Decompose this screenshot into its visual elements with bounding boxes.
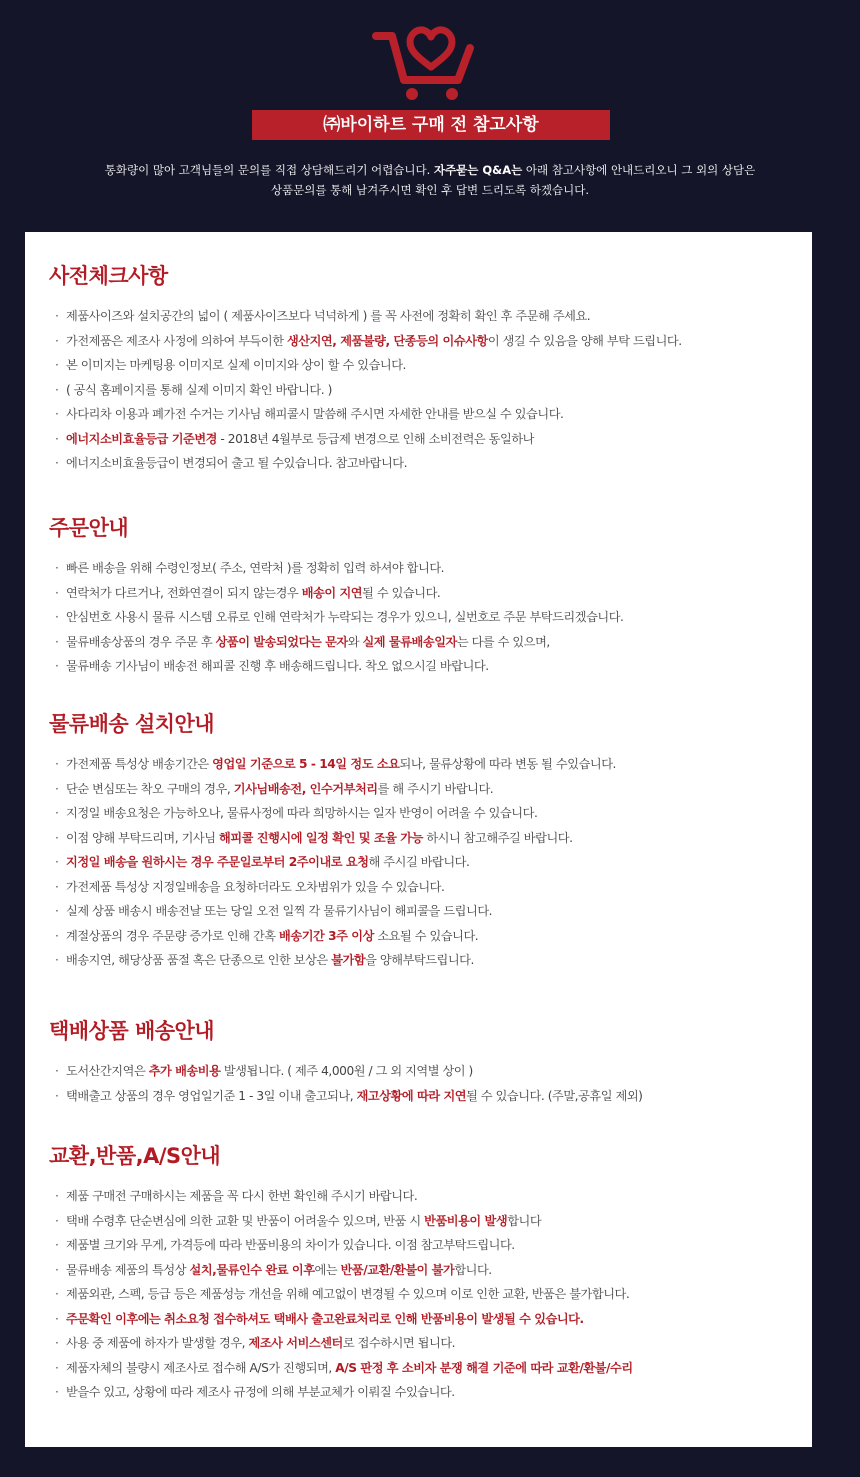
item-text: 제품 구매전 구매하시는 제품을 꼭 다시 한번 확인해 주시기 바랍니다. — [66, 1189, 418, 1203]
item-text: 실제 상품 배송시 배송전날 또는 당일 오전 일찍 각 물류기사님이 해피콜을 드립니다. — [66, 904, 493, 918]
item-text: 택배 수령후 단순변심에 의한 교환 및 반품이 어려울수 있으며, 반품 시 — [66, 1213, 425, 1228]
section-title: 교환,반품,A/S안내 — [49, 1144, 221, 1168]
item-text: 되나, 물류상황에 따라 변동 될 수있습니다. — [399, 757, 616, 771]
list-item — [55, 402, 805, 427]
item-list — [55, 1184, 805, 1405]
item-text: 합니다 — [507, 1213, 542, 1228]
highlight-text: 해피콜 진행시에 일정 확인 및 조율 가능 — [219, 830, 423, 845]
item-text: 연락처가 다르거나, 전화연결이 되지 않는경우 — [66, 585, 302, 600]
list-item — [55, 1307, 805, 1332]
item-text: 이점 양해 부탁드리며, 기사님 — [66, 830, 219, 845]
list-item — [55, 924, 805, 949]
list-item — [55, 777, 805, 802]
item-text: 와 — [347, 634, 363, 649]
list-item — [55, 451, 805, 476]
list-item — [55, 1084, 805, 1109]
notice-panel — [25, 232, 812, 1447]
item-text: 사용 중 제품에 하자가 발생할 경우, — [66, 1336, 249, 1350]
section-title: 택배상품 배송안내 — [49, 1019, 215, 1043]
item-text: 될 수 있습니다. (주말,공휴일 제외) — [466, 1088, 643, 1103]
list-item — [55, 1059, 805, 1084]
highlight-text: 에너지소비효율등급 기준변경 — [66, 431, 217, 446]
list-item — [55, 1209, 805, 1234]
list-item — [55, 378, 805, 403]
item-text: 발생됩니다. ( 제주 4,000원 / 그 외 지역별 상이 ) — [220, 1064, 473, 1078]
item-text: 가전제품은 제조사 사정에 의하여 부득이한 — [66, 333, 287, 348]
list-item — [55, 1380, 805, 1405]
list-item — [55, 899, 805, 924]
item-text: 합니다. — [454, 1262, 492, 1277]
item-list — [55, 556, 805, 679]
list-item — [55, 948, 805, 973]
item-text: 에너지소비효율등급이 변경되어 출고 될 수있습니다. 참고바랍니다. — [66, 456, 408, 470]
item-text: 배송지연, 해당상품 품절 혹은 단종으로 인한 보상은 — [66, 953, 332, 967]
item-text: 로 접수하시면 됩니다. — [342, 1336, 456, 1350]
item-text: 단순 변심또는 착오 구매의 경우, — [66, 781, 234, 796]
item-text: 도서산간지역은 — [66, 1064, 149, 1078]
highlight-text: 기사님배송전, 인수거부처리 — [233, 781, 378, 796]
section-title: 물류배송 설치안내 — [49, 712, 215, 736]
item-text: 을 양해부탁드립니다. — [365, 953, 474, 967]
list-item — [55, 850, 805, 875]
highlight-text: 영업일 기준으로 5 - 14일 정도 소요 — [212, 757, 400, 771]
item-text: 해 주시길 바랍니다. — [368, 855, 470, 869]
intro-text: 통화량이 많아 고객님들의 문의를 직접 상담해드리기 어렵습니다. 자주묻는 Q&A는 아래 참고사항에 안내드리오니 그 외의 상담은 상품문의를 통해 남겨주시면 확인 후 답변 드리도록 하겠습니다. — [104, 163, 756, 197]
highlight-text: A/S 판정 후 소비자 분쟁 해결 기준에 따라 교환/환불/수리 — [335, 1360, 633, 1375]
item-text: - 2018년 4월부로 등급제 변경으로 인해 소비전력은 동일하나 — [217, 431, 534, 446]
item-text: 택배출고 상품의 경우 영업일기준 1 - 3일 이내 출고되나, — [66, 1088, 357, 1103]
highlight-text: 배송이 지연 — [301, 585, 363, 600]
item-text: 사다리차 이용과 폐가전 수거는 기사님 해피콜시 말씀해 주시면 자세한 안내를 받으실 수 있습니다. — [66, 407, 564, 421]
highlight-text: 주문확인 이후에는 취소요청 접수하셔도 택배사 출고완료처리로 인해 반품비용이 발생될 수 있습니다. — [66, 1311, 584, 1326]
list-item — [55, 304, 805, 329]
list-item — [55, 752, 805, 777]
highlight-text: 실제 물류배송일자 — [362, 634, 457, 649]
item-list — [55, 752, 805, 973]
list-item — [55, 556, 805, 581]
list-item — [55, 353, 805, 378]
item-list — [55, 304, 805, 476]
list-item — [55, 1184, 805, 1209]
list-item — [55, 630, 805, 655]
highlight-text: 설치,물류인수 완료 이후 — [189, 1262, 315, 1277]
item-text: 빠른 배송을 위해 수령인정보( 주소, 연락처 )를 정확히 입력 하셔야 합니다. — [66, 561, 445, 575]
item-text: 를 해 주시기 바랍니다. — [377, 781, 494, 796]
list-item — [55, 1233, 805, 1258]
item-text: 하시니 참고해주길 바랍니다. — [422, 830, 573, 845]
list-item — [55, 1356, 805, 1381]
header — [0, 0, 860, 230]
item-text: 물류배송 기사님이 배송전 해피콜 진행 후 배송해드립니다. 착오 없으시길 바랍니다. — [66, 659, 489, 673]
list-item — [55, 329, 805, 354]
highlight-text: 추가 배송비용 — [148, 1064, 221, 1078]
item-text: 물류배송 제품의 특성상 — [66, 1262, 190, 1277]
item-text: 가전제품 특성상 지정일배송을 요청하더라도 오차범위가 있을 수 있습니다. — [66, 879, 445, 894]
highlight-text: 반품비용이 발생 — [424, 1213, 508, 1228]
item-text: 제품별 크기와 무게, 가격등에 따라 반품비용의 차이가 있습니다. 이점 참고부탁드립니다. — [66, 1238, 515, 1252]
highlight-text: 제조사 서비스센터 — [248, 1336, 343, 1350]
item-text: 제품외관, 스펙, 등급 등은 제품성능 개선을 위해 예고없이 변경될 수 있으며 이로 인한 교환, 반품은 불가합니다. — [66, 1287, 630, 1301]
list-item — [55, 1331, 805, 1356]
item-text: 받을수 있고, 상황에 따라 제조사 규정에 의해 부분교체가 이뤄질 수있습니다. — [66, 1385, 455, 1399]
section-title: 사전체크사항 — [49, 264, 168, 288]
list-item — [55, 581, 805, 606]
section-title: 주문안내 — [49, 516, 129, 540]
item-text: 이 생길 수 있음을 양해 부탁 드립니다. — [487, 333, 682, 348]
highlight-text: 재고상황에 따라 지연 — [356, 1088, 467, 1103]
item-text: 될 수 있습니다. — [362, 585, 441, 600]
list-item — [55, 1258, 805, 1283]
item-text: 는 다를 수 있으며, — [456, 634, 550, 649]
list-item — [55, 1282, 805, 1307]
item-text: 지정일 배송요청은 가능하오나, 물류사정에 따라 희망하시는 일자 반영이 어려울 수 있습니다. — [66, 806, 538, 820]
item-text: ( 공식 홈페이지를 통해 실제 이미지 확인 바랍니다. ) — [66, 382, 332, 397]
item-text: 제품사이즈와 설치공간의 넓이 ( 제품사이즈보다 넉넉하게 ) 를 꼭 사전에 정확히 확인 후 주문해 주세요. — [66, 309, 591, 323]
highlight-text: 불가함 — [331, 953, 366, 967]
list-item — [55, 875, 805, 900]
highlight-text: 지정일 배송을 원하시는 경우 주문일로부터 2주이내로 요청 — [66, 855, 369, 869]
item-text: 제품자체의 불량시 제조사로 접수해 A/S가 진행되며, — [66, 1360, 336, 1375]
item-text: 계절상품의 경우 주문량 증가로 인해 간혹 — [66, 928, 280, 943]
item-list — [55, 1059, 805, 1108]
list-item — [55, 801, 805, 826]
item-text: 물류배송상품의 경우 주문 후 — [66, 634, 216, 649]
highlight-text: 배송기간 3주 이상 — [279, 928, 374, 943]
item-text: 가전제품 특성상 배송기간은 — [66, 757, 213, 771]
highlight-text: 반품/교환/환불이 불가 — [340, 1262, 455, 1277]
item-text: 안심번호 사용시 물류 시스템 오류로 인해 연락처가 누락되는 경우가 있으니, 실번호로 주문 부탁드리겠습니다. — [66, 610, 624, 624]
highlight-text: 생산지연, 제품불량, 단종등의 이슈사항 — [286, 333, 488, 348]
item-text: 소요될 수 있습니다. — [373, 928, 479, 943]
list-item — [55, 654, 805, 679]
highlight-text: 상품이 발송되었다는 문자 — [215, 634, 348, 649]
item-text: 에는 — [314, 1262, 341, 1277]
page-title-banner: ㈜바이하트 구매 전 참고사항 — [252, 110, 610, 140]
list-item — [55, 605, 805, 630]
heart-cart-icon — [372, 24, 474, 102]
list-item — [55, 427, 805, 452]
item-text: 본 이미지는 마케팅용 이미지로 실제 이미지와 상이 할 수 있습니다. — [66, 358, 406, 372]
list-item — [55, 826, 805, 851]
